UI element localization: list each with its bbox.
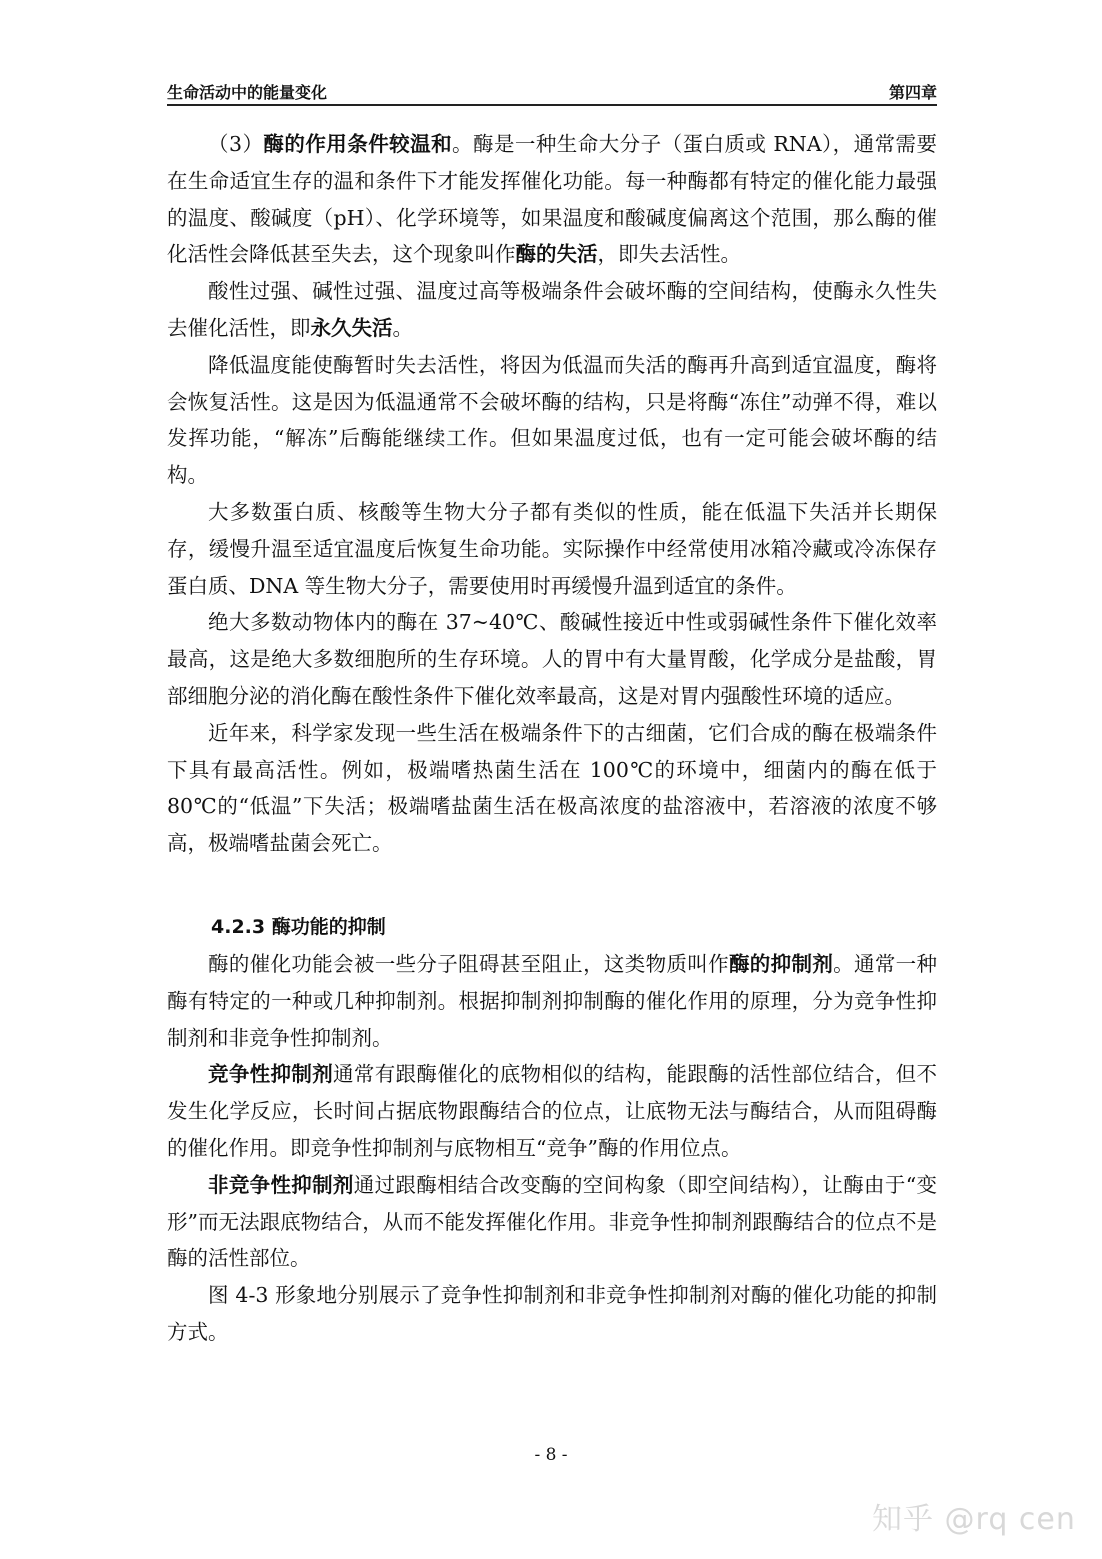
paragraph-noncompetitive-inhibitor: 非竞争性抑制剂通过跟酶相结合改变酶的空间构象（即空间结构），让酶由于“变形”而无法跟底物结合，从而不能发挥催化作用。非竞争性抑制剂跟酶结合的位点不是酶的活性部位。 <box>167 1172 938 1271</box>
page-number: - 8 - <box>534 1445 568 1465</box>
paragraph-enzyme-conditions: （3）酶的作用条件较温和。酶是一种生命大分子（蛋白质或 RNA），通常需要在生命适宜生存的温和条件下才能发挥催化功能。每一种酶都有特定的催化能力最强的温度、酸碱度（pH）、化学环境等，如果温度和酸碱度偏离这个范围，那么酶的催化活性会降低甚至失去，这个现象叫作酶的失活，即失去活性。 <box>167 132 938 267</box>
section-heading: 4.2.3 酶功能的抑制 <box>211 915 386 938</box>
term-permanent-inactivation: 永久失活 <box>310 315 393 340</box>
header-chapter-number: 第四章 <box>888 83 937 102</box>
paragraph-macromolecules: 大多数蛋白质、核酸等生物大分子都有类似的性质，能在低温下失活并长期保存，缓慢升温至适宜温度后恢复生命功能。实际操作中经常使用冰箱冷藏或冷冻保存蛋白质、DNA 等生物大分子，需要使用时再缓慢升温到适宜的条件。 <box>167 499 937 598</box>
running-header <box>167 74 937 106</box>
term-mild-conditions: 酶的作用条件较温和 <box>263 132 453 156</box>
term-enzyme-inactivation: 酶的失活 <box>515 242 598 267</box>
paragraph-permanent-inactivation: 酸性过强、碱性过强、温度过高等极端条件会破坏酶的空间结构，使酶永久性失去催化活性，即永久失活。 <box>167 279 937 340</box>
term-noncompetitive-inhibitor: 非竞争性抑制剂 <box>208 1172 354 1197</box>
watermark: 知乎 @rq cen <box>872 1502 1076 1537</box>
page-body <box>167 126 937 1351</box>
term-enzyme-inhibitor: 酶的抑制剂 <box>728 951 834 976</box>
paragraph-inhibitors: 酶的催化功能会被一些分子阻碍甚至阻止，这类物质叫作酶的抑制剂。通常一种酶有特定的一种或几种抑制剂。根据抑制剂抑制酶的催化作用的原理，分为竞争性抑制剂和非竞争性抑制剂。 <box>167 951 938 1050</box>
paragraph-competitive-inhibitor: 竞争性抑制剂通常有跟酶催化的底物相似的结构，能跟酶的活性部位结合，但不发生化学反应，长时间占据底物跟酶结合的位点，让底物无法与酶结合，从而阻碍酶的催化作用。即竞争性抑制剂与底物相互“竞争”酶的作用位点。 <box>167 1062 938 1160</box>
paragraph-archaea: 近年来，科学家发现一些生活在极端条件下的古细菌，它们合成的酶在极端条件下具有最高活性。例如，极端嗜热菌生活在 100℃的环境中，细菌内的酶在低于 80℃的“低温”下失活；极端嗜盐菌生活在极高浓度的盐溶液中，若溶液的浓度不够高，极端嗜盐菌会死亡。 <box>167 720 937 856</box>
paragraph-animal-enzymes: 绝大多数动物体内的酶在 37~40℃、酸碱性接近中性或弱碱性条件下催化效率最高，这是绝大多数细胞所的生存环境。人的胃中有大量胃酸，化学成分是盐酸，胃部细胞分泌的消化酶在酸性条件下催化效率最高，这是对胃内强酸性环境的适应。 <box>167 610 937 708</box>
paragraph-low-temperature: 降低温度能使酶暂时失去活性，将因为低温而失活的酶再升高到适宜温度，酶将会恢复活性。这是因为低温通常不会破坏酶的结构，只是将酶“冻住”动弹不得，难以发挥功能，“解冻”后酶能继续工作。但如果温度过低，也有一定可能会破坏酶的结构。 <box>167 352 937 488</box>
term-competitive-inhibitor: 竞争性抑制剂 <box>208 1062 334 1087</box>
paragraph-figure-reference: 图 4-3 形象地分别展示了竞争性抑制剂和非竞争性抑制剂对酶的催化功能的抑制方式。 <box>167 1283 937 1344</box>
header-chapter-title: 生命活动中的能量变化 <box>167 83 328 102</box>
